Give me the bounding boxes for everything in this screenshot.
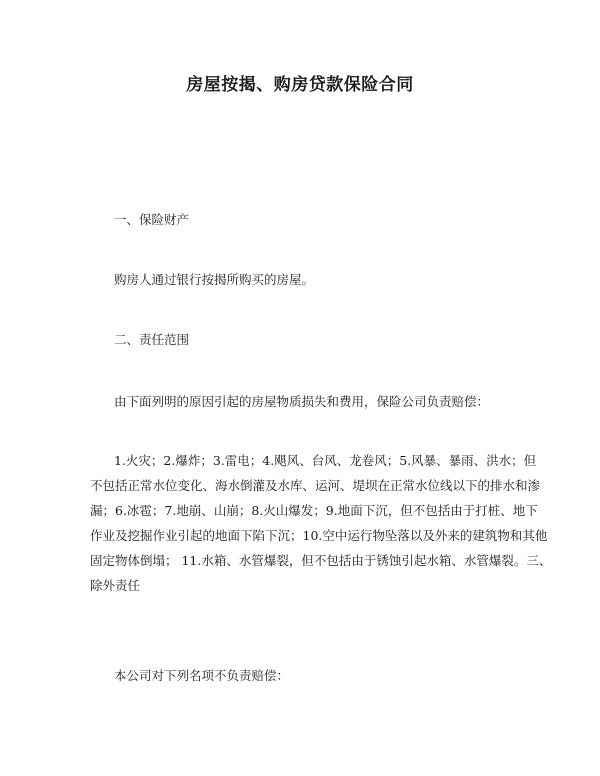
items-line: 作业及挖掘作业引起的地面下陷下沉；10.空中运行物坠落以及外来的建筑物和其他	[90, 528, 548, 543]
section2-intro: 由下面列明的原因引起的房屋物质损失和费用，保险公司负责赔偿：	[114, 394, 490, 409]
items-line: 漏；6.冰雹；7.地崩、山崩；8.火山爆发；9.地面下沉，但不包括由于打桩、地下	[90, 503, 538, 518]
items-line: 除外责任	[90, 578, 141, 593]
items-line: 1.火灾；2.爆炸；3.雷电；4.飓风、台风、龙卷风；5.风暴、暴雨、洪水；但	[114, 453, 537, 468]
section1-text: 购房人通过银行按揭所购买的房屋。	[114, 272, 315, 287]
section2-heading: 二、责任范围	[114, 332, 190, 347]
section3-text: 本公司对下列名项不负责赔偿：	[114, 668, 290, 683]
document-title: 房屋按揭、购房贷款保险合同	[186, 75, 414, 95]
section1-heading: 一、保险财产	[114, 212, 190, 227]
section2-items	[90, 448, 552, 598]
items-line: 不包括正常水位变化、海水倒灌及水库、运河、堤坝在正常水位线以下的排水和渗	[90, 478, 541, 493]
items-line: 固定物体倒塌； 11.水箱、水管爆裂，但不包括由于锈蚀引起水箱、水管爆裂。三、	[90, 553, 552, 568]
